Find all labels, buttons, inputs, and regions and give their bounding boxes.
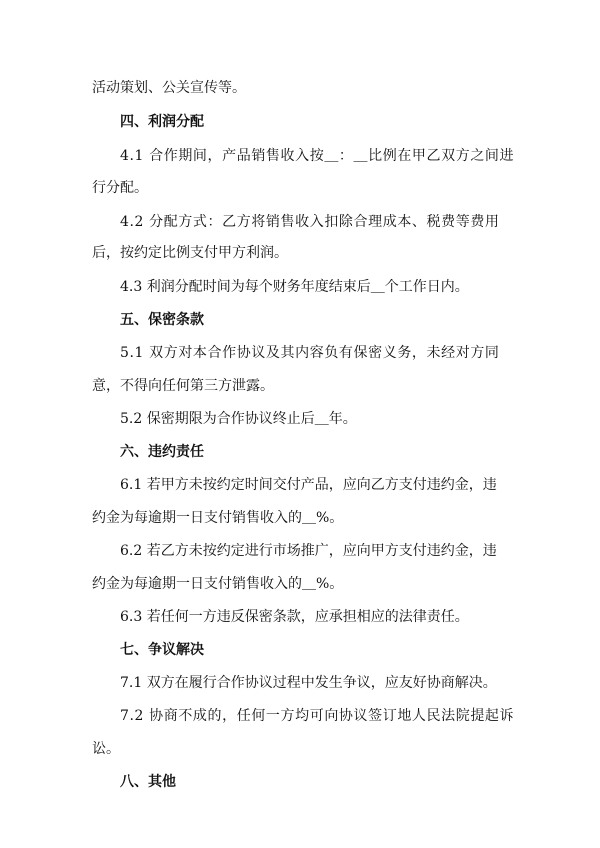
clause-5-1-line-1: 5.1 双方对本合作协议及其内容负有保密义务，未经对方同	[120, 345, 500, 361]
section-heading-dispute-resolution: 七、争议解决	[120, 642, 204, 658]
clause-4-2-line-1: 4.2 分配方式：乙方将销售收入扣除合理成本、税费等费用	[120, 214, 500, 230]
clause-4-3: 4.3 利润分配时间为每个财务年度结束后＿个工作日内。	[120, 279, 469, 295]
clause-6-1-line-1: 6.1 若甲方未按约定时间交付产品，应向乙方支付违约金，违	[120, 477, 497, 493]
section-heading-breach-liability: 六、违约责任	[120, 444, 204, 460]
clause-4-2-line-2: 后，按约定比例支付甲方利润。	[92, 245, 288, 261]
clause-7-2-line-1: 7.2 协商不成的，任何一方均可向协议签订地人民法院提起诉	[120, 708, 515, 724]
section-heading-profit-distribution: 四、利润分配	[120, 114, 204, 130]
clause-7-1: 7.1 双方在履行合作协议过程中发生争议，应友好协商解决。	[120, 675, 497, 691]
clause-5-1-line-2: 意，不得向任何第三方泄露。	[92, 378, 274, 394]
clause-5-2: 5.2 保密期限为合作协议终止后＿年。	[120, 411, 357, 427]
clause-6-1-line-2: 约金为每逾期一日支付销售收入的＿%。	[92, 510, 344, 526]
section-heading-confidentiality: 五、保密条款	[120, 312, 204, 328]
clause-4-1-line-2: 行分配。	[92, 180, 148, 196]
intro-continuation: 活动策划、公关宣传等。	[92, 80, 246, 96]
clause-7-2-line-2: 讼。	[92, 741, 120, 757]
section-heading-miscellaneous: 八、其他	[120, 774, 176, 790]
clause-6-2-line-2: 约金为每逾期一日支付销售收入的＿%。	[92, 576, 344, 592]
clause-6-2-line-1: 6.2 若乙方未按约定进行市场推广，应向甲方支付违约金，违	[120, 543, 497, 559]
clause-6-3: 6.3 若任何一方违反保密条款，应承担相应的法律责任。	[120, 609, 469, 625]
clause-4-1-line-1: 4.1 合作期间，产品销售收入按＿：＿比例在甲乙双方之间进	[120, 148, 515, 164]
